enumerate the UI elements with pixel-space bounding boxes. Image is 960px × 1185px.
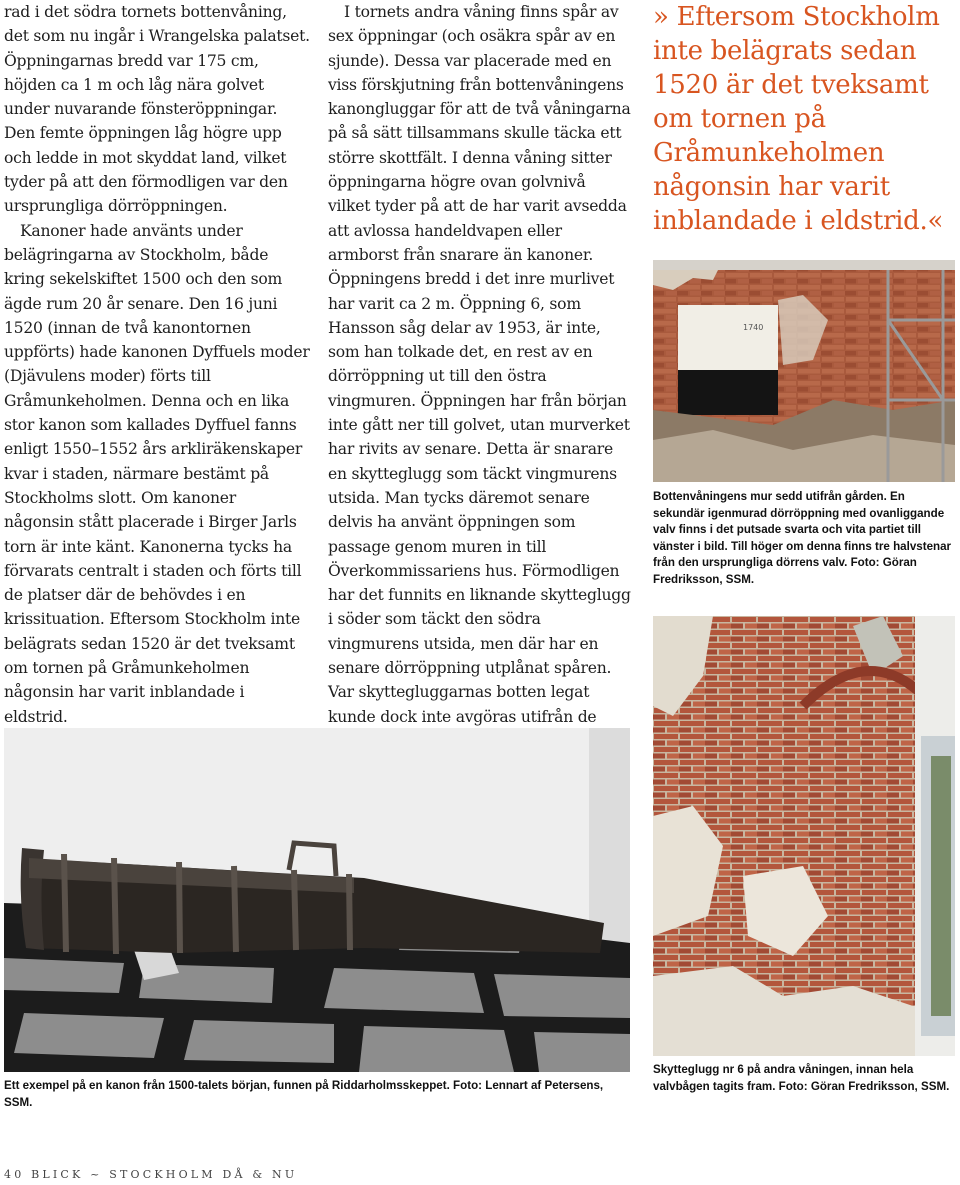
wall-photo xyxy=(653,260,955,482)
text-column-1 xyxy=(4,0,310,729)
paragraph: I tornets andra våning finns spår av sex öppningar (och osäkra spår av en sjunde). Dessa var placerade med en viss förskjutning från bottenvåningens kanongluggar för att de två våningarna på så sätt tillsammans skulle täcka ett större skottfält. I denna våning sitter öppningarna högre ovan golvnivå vilket tyder på att de har varit avsedda att avlossa handeldvapen eller armborst från snarare än kanoner. Öppningens bredd i det inre murlivet har varit ca 2 m. Öppning 6, som Hansson såg delar av 1953, är inte, som han tolkade det, en rest av en dörröppning ut till den östra vingmuren. Öppningen har från början inte gått ner till golvet, utan murverket har rivits av senare. Detta är snarare en skytteglugg som täckt vingmurens utsida. Man tycks däremot senare delvis ha använt öppningen som passage genom muren in till Överkommissariens hus. Förmodligen har det funnits en liknande skytteglugg i söder som täckt den södra vingmurens utsida, men där har en senare dörröppning utplånat spåren. Var skyttegluggarnas botten legat kunde dock inte avgöras utifrån de xyxy=(328,3,631,726)
pull-quote: » Eftersom Stockholm inte belägrats sedan 1520 är det tveksamt om tornen på Gråmunkeholmen någonsin har varit inblandade i eldstrid.« xyxy=(653,2,944,236)
page-footer: 40 BLICK ~ STOCKHOLM DÅ & NU xyxy=(4,1168,298,1181)
loophole-photo-caption: Skytteglugg nr 6 på andra våningen, innan hela valvbågen tagits fram. Foto: Göran Fredriksson, SSM. xyxy=(653,1063,950,1093)
loophole-photo xyxy=(653,616,955,1056)
paragraph: rad i det södra tornets bottenvåning, det som nu ingår i Wrangelska palatset. Öppningarnas bredd var 175 cm, höjden ca 1 m och låg nära golvet under nuvarande fönsteröppningar. Den femte öppningen låg högre upp och ledde in mot skyddat land, vilket tyder på att den förmodligen var den ursprungliga dörröppningen. xyxy=(4,3,310,216)
wall-photo-caption: Bottenvåningens mur sedd utifrån gården. En sekundär igenmurad dörröppning med ovanliggande valv finns i det putsade svarta och vita partiet till vänster i bild. Till höger om denna finns tre halvstenar från den ursprungliga dörrens valv. Foto: Göran Fredriksson, SSM. xyxy=(653,490,952,586)
paragraph: Kanoner hade använts under belägringarna av Stockholm, både kring sekelskiftet 1500 och den som ägde rum 20 år senare. Den 16 juni 1520 (innan de två kanontornen uppförts) hade kanonen Dyffuels moder (Djävulens moder) förts till Gråmunkeholmen. Denna och en lika stor kanon som kallades Dyffuel fanns enligt 1550–1552 års arkliräkenskaper kvar i staden, närmare bestämt på Stockholms slott. Om kanoner någonsin stått placerade i Birger Jarls torn är inte känt. Kanonerna tycks ha förvarats centralt i staden och förts till de platser där de behövdes i en krissituation. Eftersom Stockholm inte belägrats sedan 1520 är det tveksamt om tornen på Gråmunkeholmen någonsin har varit inblandade i eldstrid. xyxy=(4,221,310,726)
text-column-2 xyxy=(328,0,632,753)
wall-sign: 1740 xyxy=(743,323,764,332)
cannon-photo xyxy=(4,728,630,1072)
cannon-photo-caption: Ett exempel på en kanon från 1500-talets början, funnen på Riddarholmsskeppet. Foto: Lennart af Petersens, SSM. xyxy=(4,1079,604,1109)
